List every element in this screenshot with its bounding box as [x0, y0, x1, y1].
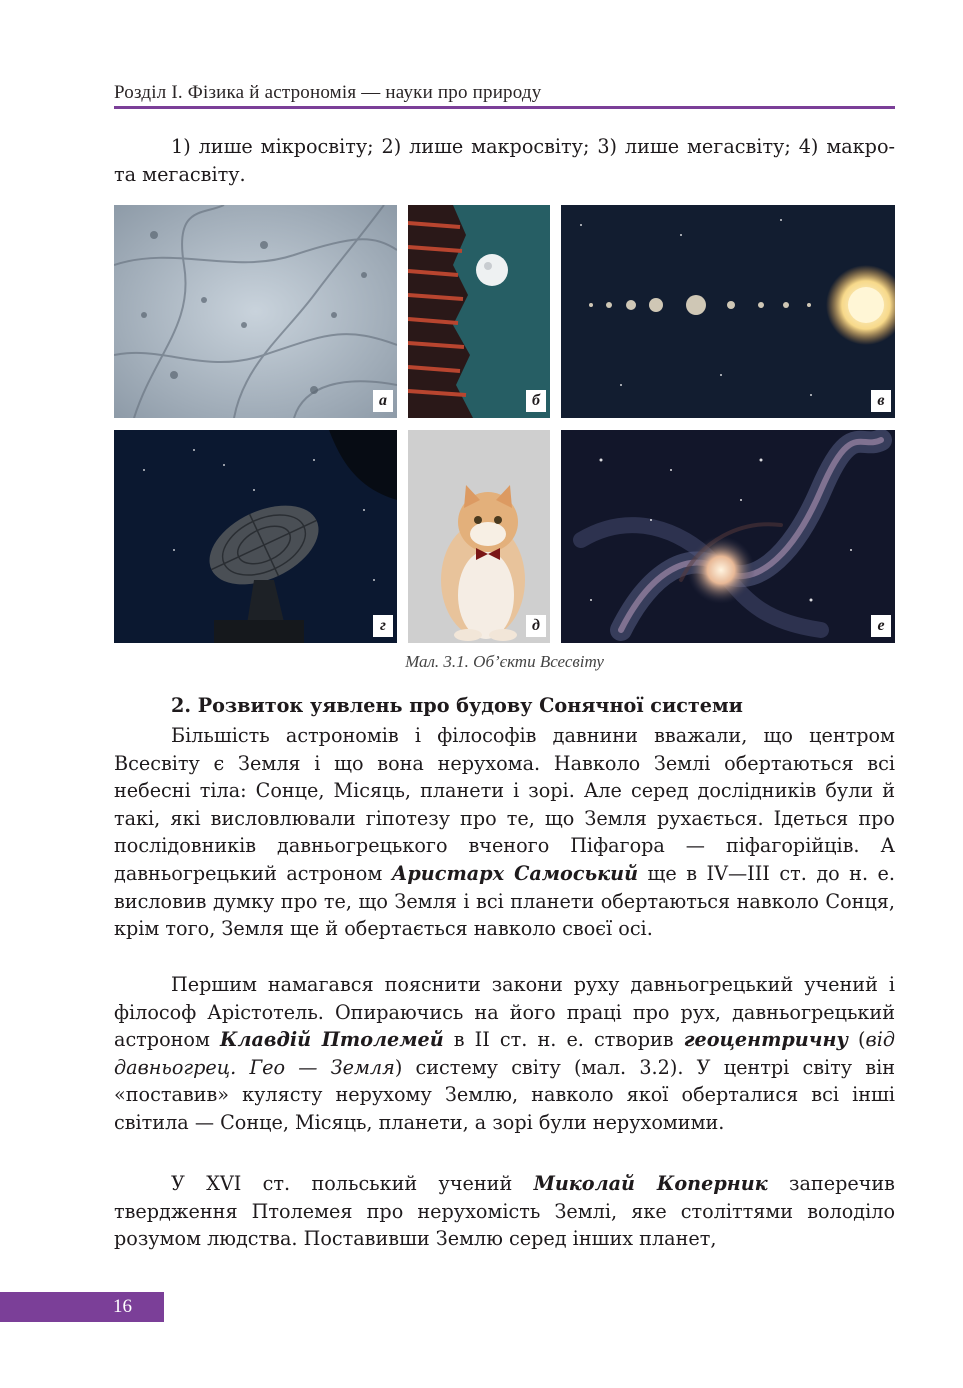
paragraph-3-text-a: У XVI ст. польський учений — [171, 1172, 534, 1195]
microscope-image — [114, 205, 397, 418]
paragraph-1-text-a: Більшість астрономів і філософів давнини вважали, що центром Всесвіту є Земля і що вона нерухома. Навколо Землі обертаються всі небесні тіла: Сонце, Місяць, планети і зорі. Але серед дослідників були й такі, які висловлювали гіпотезу про те, що Земля рухається. Ідеться про послідовників давньогрецького вченого Піфагора — піфагорійців. А давньогрецький астроном — [114, 724, 895, 885]
figure-d-cat — [408, 430, 550, 643]
figure-v-solar-system — [561, 205, 895, 418]
name-ptolemy: Клавдій Птолемей — [220, 1028, 444, 1052]
name-copernicus: Миколай Коперник — [533, 1172, 768, 1195]
figure-g-radio-telescope — [114, 430, 397, 643]
name-aristarchus: Аристарх Самоський — [391, 861, 639, 885]
paragraph-1-text-b: ще в IV—III ст. до н. е. висловив думку про те, що Земля і всі планети обертаються навколо Сонця, крім того, Земля ще й обертається навколо своєї осі. — [114, 861, 895, 941]
galaxy-image — [561, 430, 895, 643]
figure-b-moon-building — [408, 205, 550, 418]
paragraph-2 — [114, 971, 895, 1137]
footer-bar — [0, 1292, 164, 1322]
figure-e-galaxy — [561, 430, 895, 643]
paragraph-2-text-d: ) систему світу (мал. 3.2). У центрі світу він «поставив» кулясту нерухому Землю, навколо якої оберталися всі інші світила — Сонце, Місяць, планети, а зорі були нерухомими. — [114, 1055, 895, 1134]
intro-line-2: 4) макро- та мегасвіту. — [114, 135, 895, 186]
paragraph-3-text-b: заперечив твердження Птолемея про нерухомість Землі, яке століттями володіло розумом людства. Поставивши Землю серед інших планет, — [114, 1172, 895, 1251]
cat-image — [408, 430, 550, 643]
figure-label-b: б — [526, 390, 546, 412]
figure-label-a: а — [373, 390, 393, 412]
moon-building-image — [408, 205, 550, 418]
figure-a-microscope — [114, 205, 397, 418]
paragraph-2-text-c: ( — [847, 1028, 866, 1052]
figure-label-e: е — [871, 615, 891, 637]
paragraph-3 — [114, 1170, 895, 1253]
figure-label-g: г — [373, 615, 393, 637]
figure-label-d: д — [526, 615, 546, 637]
radio-telescope-image — [114, 430, 397, 643]
paragraph-2-text-b: в II ст. н. е. створив — [443, 1028, 684, 1052]
figure-label-v: в — [871, 390, 891, 412]
figure-caption: Мал. 3.1. Об’єкти Всесвіту — [405, 652, 604, 671]
paragraph-2-text-a: Першим намагався пояснити закони руху давньогрецький учений і філософ Арістотель. Опираючись на його праці про рух, давньогрецький астроном — [114, 973, 895, 1052]
term-geocentric: геоцентричну — [683, 1028, 848, 1052]
solar-system-image — [561, 205, 895, 418]
header-rule — [114, 106, 895, 109]
page-number: 16 — [113, 1296, 132, 1317]
paragraph-1 — [114, 722, 895, 943]
intro-line-1: 1) лише мікросвіту; 2) лише макросвіту; 3) лише мегасвіту; — [171, 135, 791, 158]
section-heading: 2. Розвиток уявлень про будову Сонячної системи — [171, 694, 743, 717]
running-header: Розділ І. Фізика й астрономія — науки про природу — [114, 82, 542, 103]
etymology-note: від давньогрец. Гео — Земля — [114, 1028, 896, 1079]
intro-paragraph — [114, 133, 895, 188]
